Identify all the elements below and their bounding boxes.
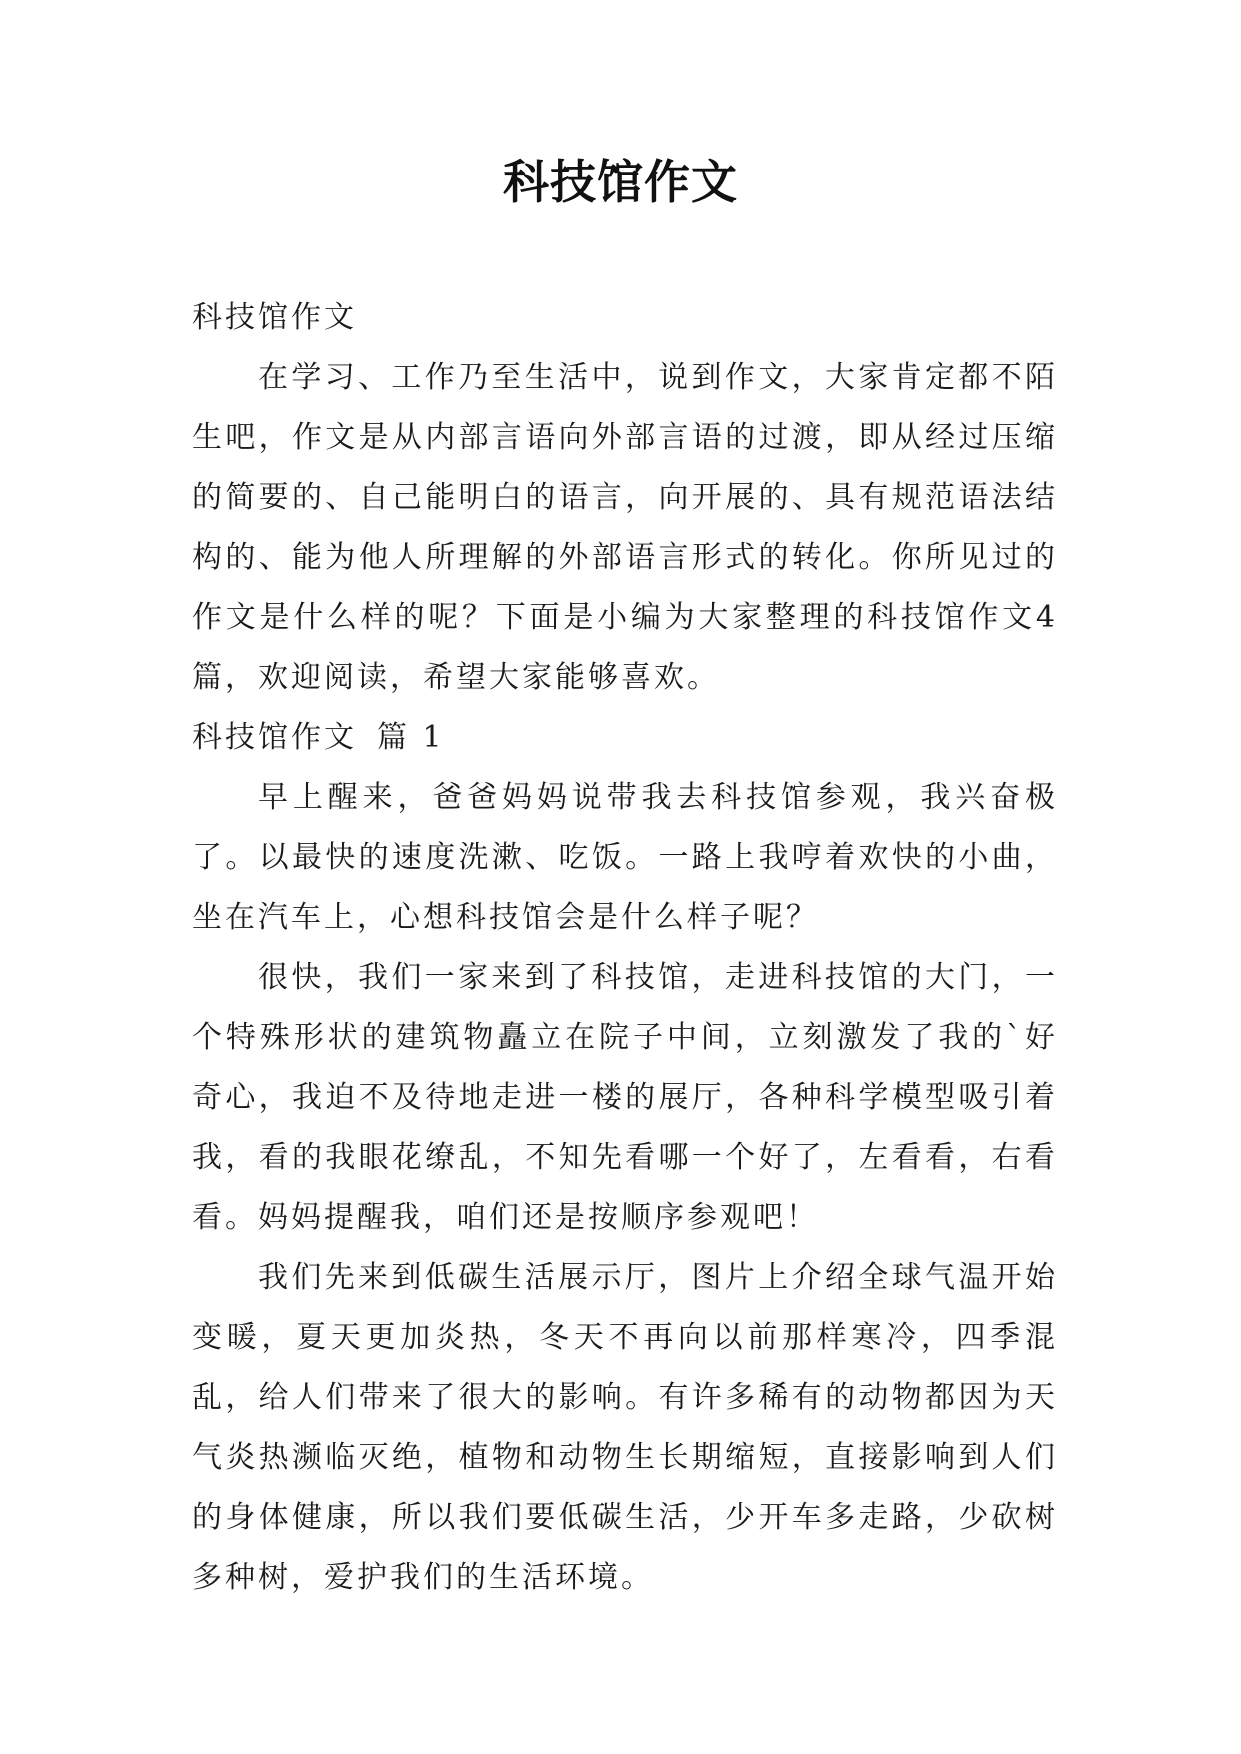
section-heading xyxy=(192,708,1058,768)
document-subtitle: 科技馆作文 xyxy=(192,300,357,335)
section-heading-text: 科技馆作文 xyxy=(192,720,357,755)
document-body xyxy=(192,288,1058,1608)
body-paragraph-1: 早上醒来，爸爸妈妈说带我去科技馆参观，我兴奋极了。以最快的速度洗漱、吃饭。一路上我哼着欢快的小曲，坐在汽车上，心想科技馆会是什么样子呢？ xyxy=(192,780,1058,935)
body-paragraph-2: 很快，我们一家来到了科技馆，走进科技馆的大门，一个特殊形状的建筑物矗立在院子中间，立刻激发了我的`好奇心，我迫不及待地走进一楼的展厅，各种科学模型吸引着我，看的我眼花缭乱，不知先看哪一个好了，左看看，右看看。妈妈提醒我，咱们还是按顺序参观吧！ xyxy=(192,960,1058,1235)
body-paragraph-3: 我们先来到低碳生活展示厅，图片上介绍全球气温开始变暖，夏天更加炎热，冬天不再向以前那样寒冷，四季混乱，给人们带来了很大的影响。有许多稀有的动物都因为天气炎热濒临灭绝，植物和动物生长期缩短，直接影响到人们的身体健康，所以我们要低碳生活，少开车多走路，少砍树多种树，爱护我们的生活环境。 xyxy=(192,1260,1058,1595)
document-title: 科技馆作文 xyxy=(503,155,738,209)
section-number: 篇 1 xyxy=(377,720,445,755)
intro-paragraph: 在学习、工作乃至生活中，说到作文，大家肯定都不陌生吧，作文是从内部言语向外部言语的过渡，即从经过压缩的简要的、自己能明白的语言，向开展的、具有规范语法结构的、能为他人所理解的外部语言形式的转化。你所见过的作文是什么样的呢？下面是小编为大家整理的科技馆作文4篇，欢迎阅读，希望大家能够喜欢。 xyxy=(192,360,1058,695)
